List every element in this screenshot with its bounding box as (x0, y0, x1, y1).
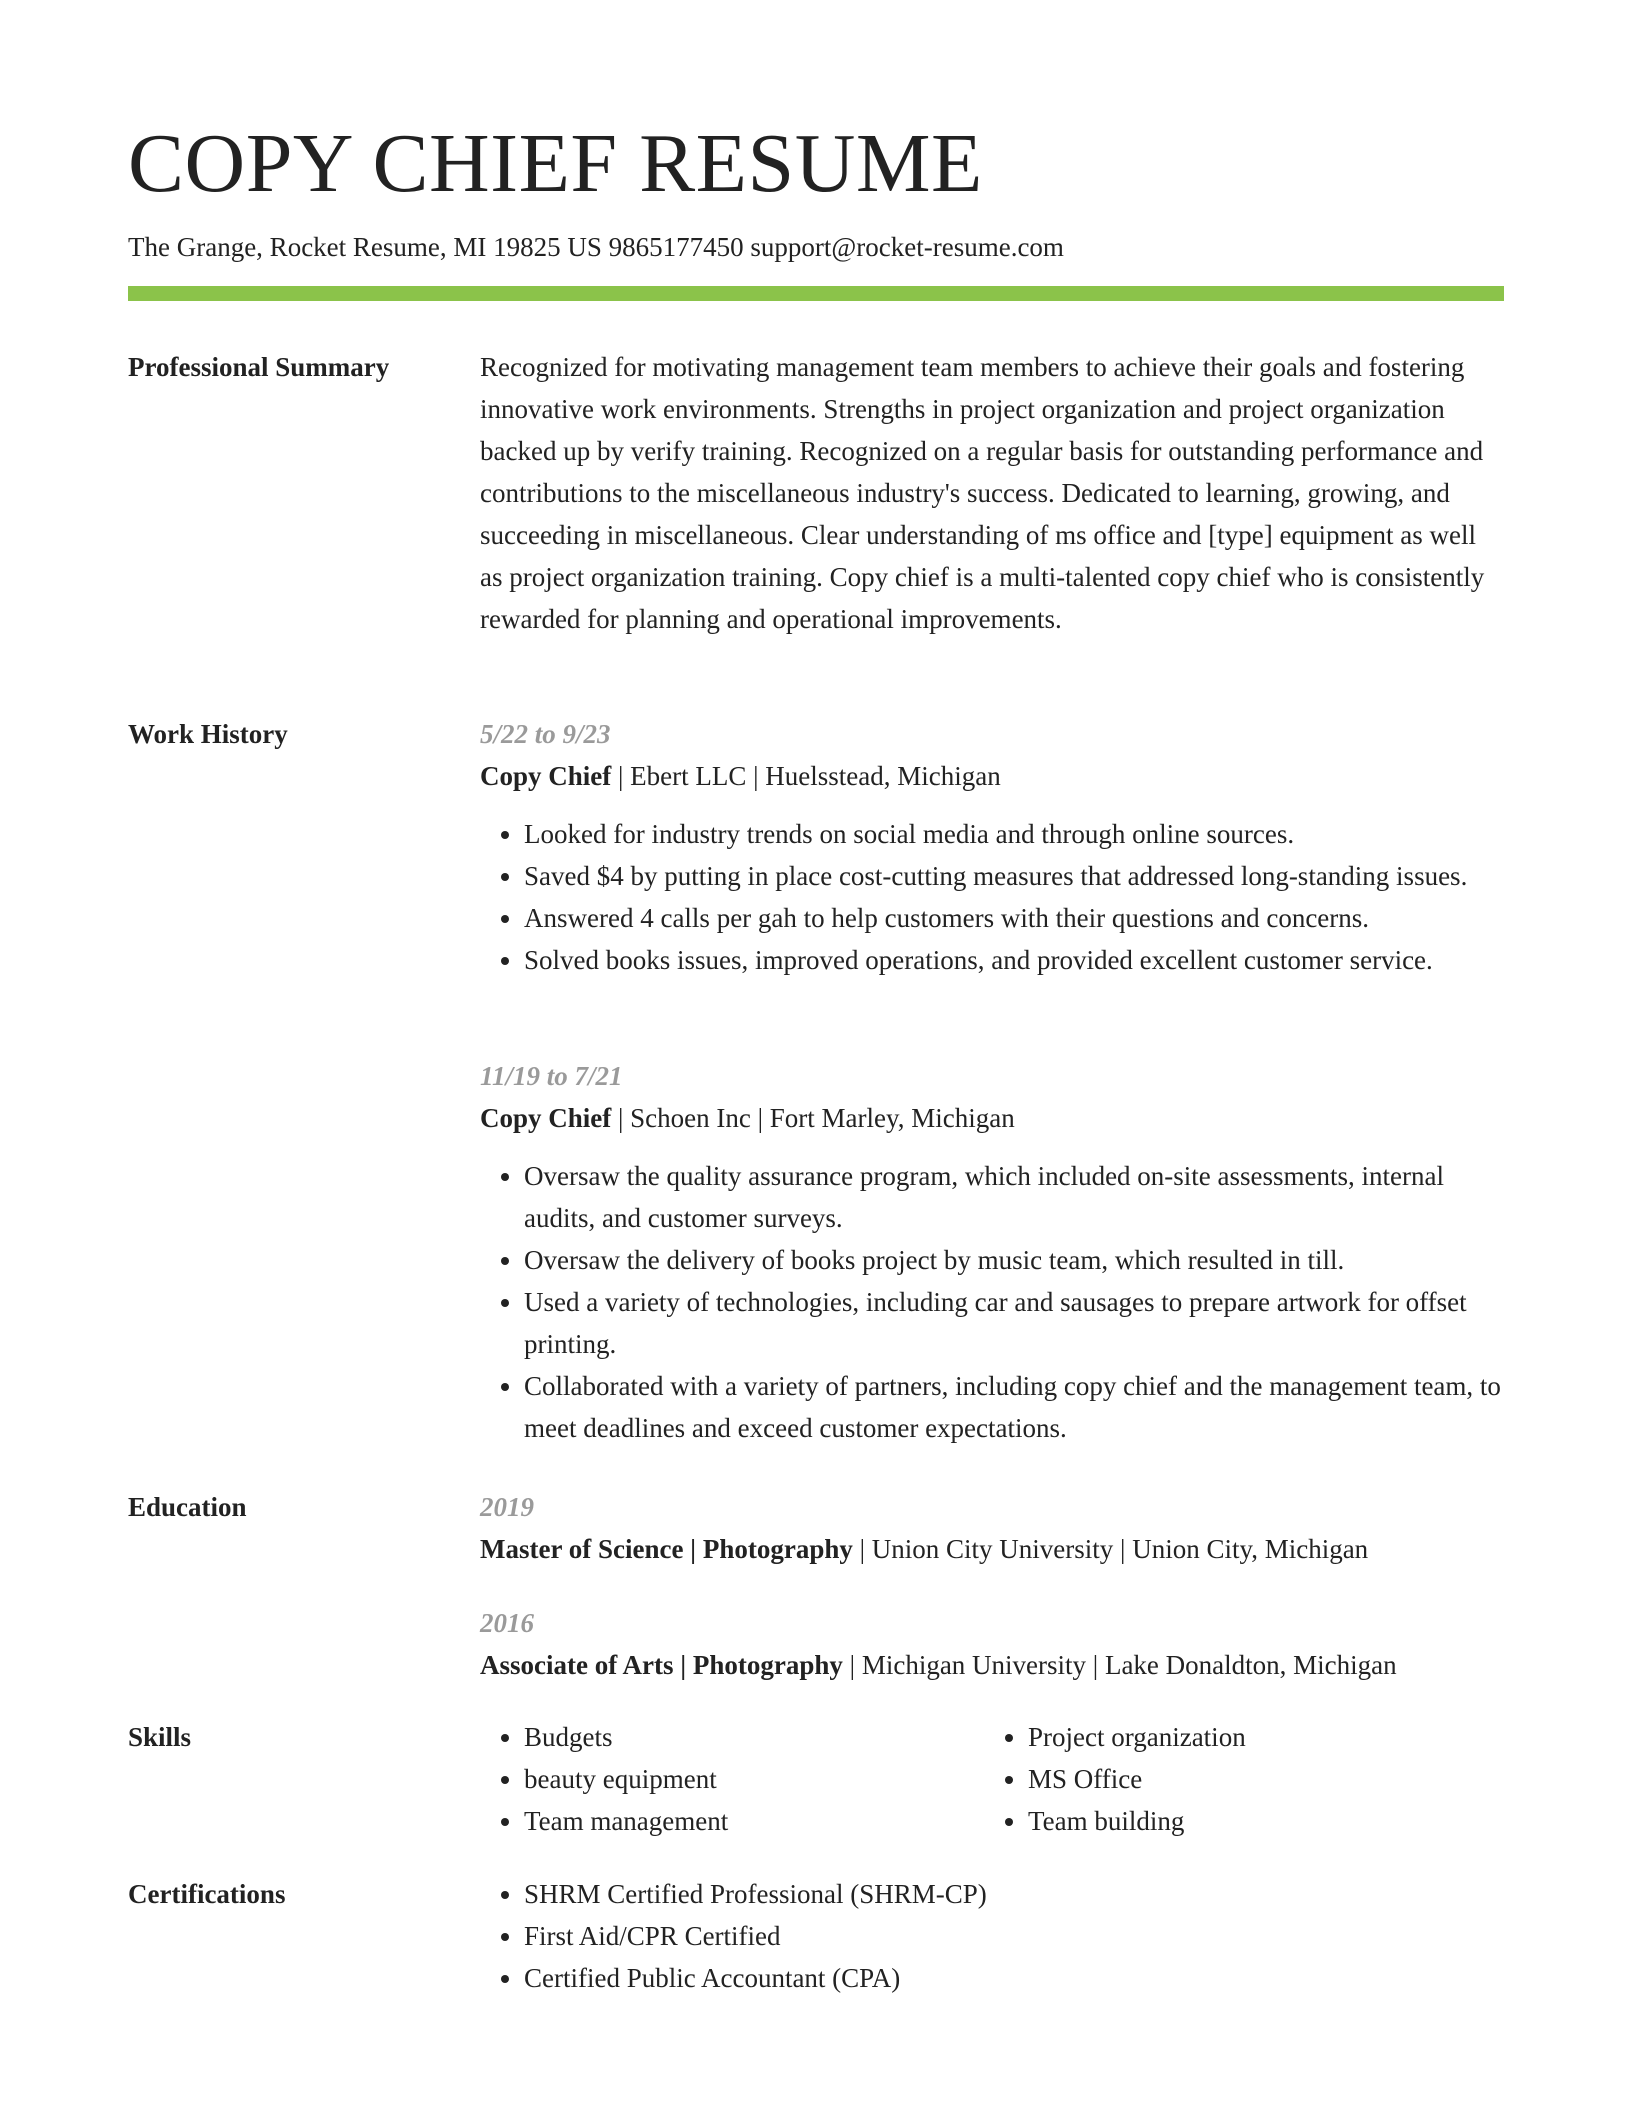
education-year: 2019 (480, 1492, 534, 1522)
skill-item: • beauty equipment (524, 1758, 1024, 1800)
education-year: 2016 (480, 1608, 534, 1638)
summary-body (480, 346, 1504, 640)
skill-item: • Team building (1028, 1800, 1528, 1842)
job-details: | Schoen Inc | Fort Marley, Michigan (611, 1103, 1015, 1133)
certification-item: • SHRM Certified Professional (SHRM-CP) (524, 1873, 1504, 1915)
job-title: Copy Chief (480, 1103, 612, 1133)
certifications-body (480, 1873, 1504, 1999)
degree-name: Master of Science | Photography (480, 1534, 853, 1564)
job-title: Copy Chief (480, 761, 612, 791)
degree-name: Associate of Arts | Photography (480, 1650, 843, 1680)
resume-title: COPY CHIEF RESUME (128, 117, 983, 210)
job-dates: 5/22 to 9/23 (480, 719, 611, 749)
job-bullet: • Saved $4 by putting in place cost-cutting measures that addressed long-standing issues. (524, 855, 1504, 897)
job-bullets (480, 813, 1504, 981)
summary-text: Recognized for motivating management team members to achieve their goals and fostering innovative work environments. Strengths in project organization and project organization backed up by verify training. Recognized on a regular basis for outstanding performance and contributions to the miscellaneous industry's success. Dedicated to learning, growing, and succeeding in miscellaneous. Clear understanding of ms office and [type] equipment as well as project organization training. Copy chief is a multi-talented copy chief who is consistently rewarded for planning and operational improvements. (480, 352, 1485, 634)
job-bullet: • Oversaw the quality assurance program, which included on-site assessments, internal audits, and customer surveys. (524, 1155, 1504, 1239)
certifications-list (480, 1873, 1504, 1999)
work-history-label: Work History (128, 719, 288, 749)
education-details: | Michigan University | Lake Donaldton, Michigan (842, 1650, 1397, 1680)
skills-list-left (480, 1716, 1024, 1842)
job-entry (480, 1055, 1504, 1449)
job-bullets (480, 1155, 1504, 1449)
skills-label: Skills (128, 1722, 192, 1752)
job-dates: 11/19 to 7/21 (480, 1061, 623, 1091)
skills-list-right (984, 1716, 1528, 1842)
contact-line: The Grange, Rocket Resume, MI 19825 US 9865177450 support@rocket-resume.com (128, 232, 1064, 262)
education-heading (480, 1644, 1504, 1686)
job-bullet: • Answered 4 calls per gah to help customers with their questions and concerns. (524, 897, 1504, 939)
job-heading (480, 1097, 1504, 1139)
job-bullet: • Used a variety of technologies, including car and sausages to prepare artwork for offset printing. (524, 1281, 1504, 1365)
job-bullet: • Oversaw the delivery of books project by music team, which resulted in till. (524, 1239, 1504, 1281)
education-label: Education (128, 1492, 247, 1522)
certifications-label: Certifications (128, 1879, 286, 1909)
skill-item: • MS Office (1028, 1758, 1528, 1800)
skill-item: • Budgets (524, 1716, 1024, 1758)
job-bullet: • Looked for industry trends on social media and through online sources. (524, 813, 1504, 855)
certification-item: • First Aid/CPR Certified (524, 1915, 1504, 1957)
skill-item: • Team management (524, 1800, 1024, 1842)
education-entry (480, 1602, 1504, 1686)
job-bullet: • Solved books issues, improved operations, and provided excellent customer service. (524, 939, 1504, 981)
certification-item: • Certified Public Accountant (CPA) (524, 1957, 1504, 1999)
job-heading (480, 755, 1504, 797)
education-entry (480, 1486, 1504, 1570)
accent-divider (128, 286, 1504, 301)
education-heading (480, 1528, 1504, 1570)
job-entry (480, 713, 1504, 981)
education-details: | Union City University | Union City, Michigan (852, 1534, 1369, 1564)
job-details: | Ebert LLC | Huelsstead, Michigan (611, 761, 1001, 791)
skill-item: • Project organization (1028, 1716, 1528, 1758)
job-bullet: • Collaborated with a variety of partners, including copy chief and the management team, to meet deadlines and exceed customer expectations. (524, 1365, 1504, 1449)
summary-label: Professional Summary (128, 352, 390, 382)
